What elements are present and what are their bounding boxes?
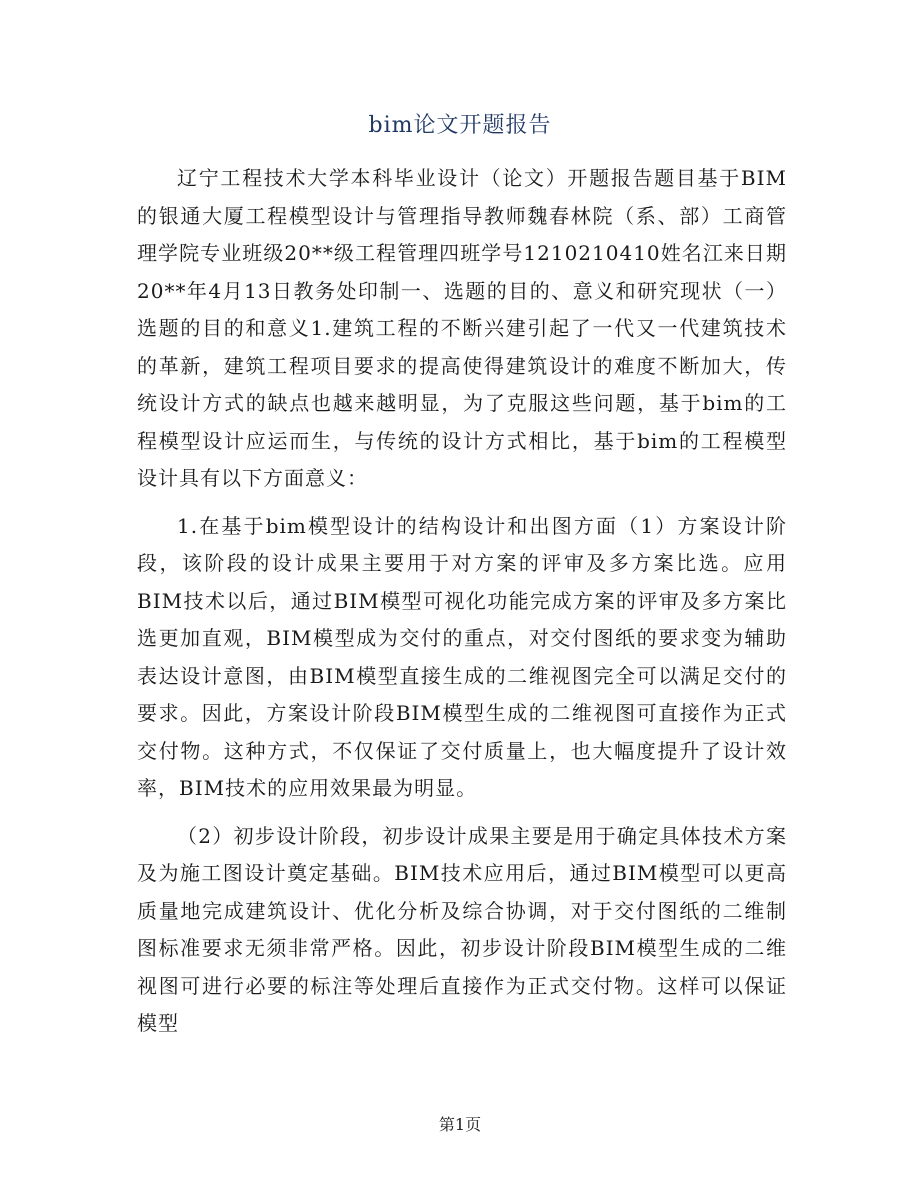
page-number: 第1页 (438, 1115, 482, 1134)
paragraph-scheme-design: 1.在基于bim模型设计的结构设计和出图方面（1）方案设计阶段，该阶段的设计成果主要用于对方案的评审及多方案比选。应用BIM技术以后，通过BIM模型可视化功能完成方案的评审及多方案比选更加直观，BIM模型成为交付的重点，对交付图纸的要求变为辅助表达设计意图，由BIM模型直接生成的二维视图完全可以满足交付的要求。因此，方案设计阶段BIM模型生成的二维视图可直接作为正式交付物。这种方式，不仅保证了交付质量上，也大幅度提升了设计效率，BIM技术的应用效果最为明显。 (137, 513, 787, 800)
document-body (137, 160, 787, 1043)
paragraph-intro: 辽宁工程技术大学本科毕业设计（论文）开题报告题目基于BIM的银通大厦工程模型设计与管理指导教师魏春林院（系、部）工商管理学院专业班级20**级工程管理四班学号1210210410姓名江来日期20**年4月13日教务处印制一、选题的目的、意义和研究现状（一）选题的目的和意义1.建筑工程的不断兴建引起了一代又一代建筑技术的革新，建筑工程项目要求的提高使得建筑设计的难度不断加大，传统设计方式的缺点也越来越明显，为了克服这些问题，基于bim的工程模型设计应运而生，与传统的设计方式相比，基于bim的工程模型设计具有以下方面意义： (137, 166, 787, 490)
paragraph-preliminary-design: （2）初步设计阶段，初步设计成果主要是用于确定具体技术方案及为施工图设计奠定基础。BIM技术应用后，通过BIM模型可以更高质量地完成建筑设计、优化分析及综合协调，对于交付图纸的二维制图标准要求无须非常严格。因此，初步设计阶段BIM模型生成的二维视图可进行必要的标注等处理后直接作为正式交付物。这样可以保证模型 (137, 823, 787, 1035)
document-title: bim论文开题报告 (368, 113, 552, 138)
